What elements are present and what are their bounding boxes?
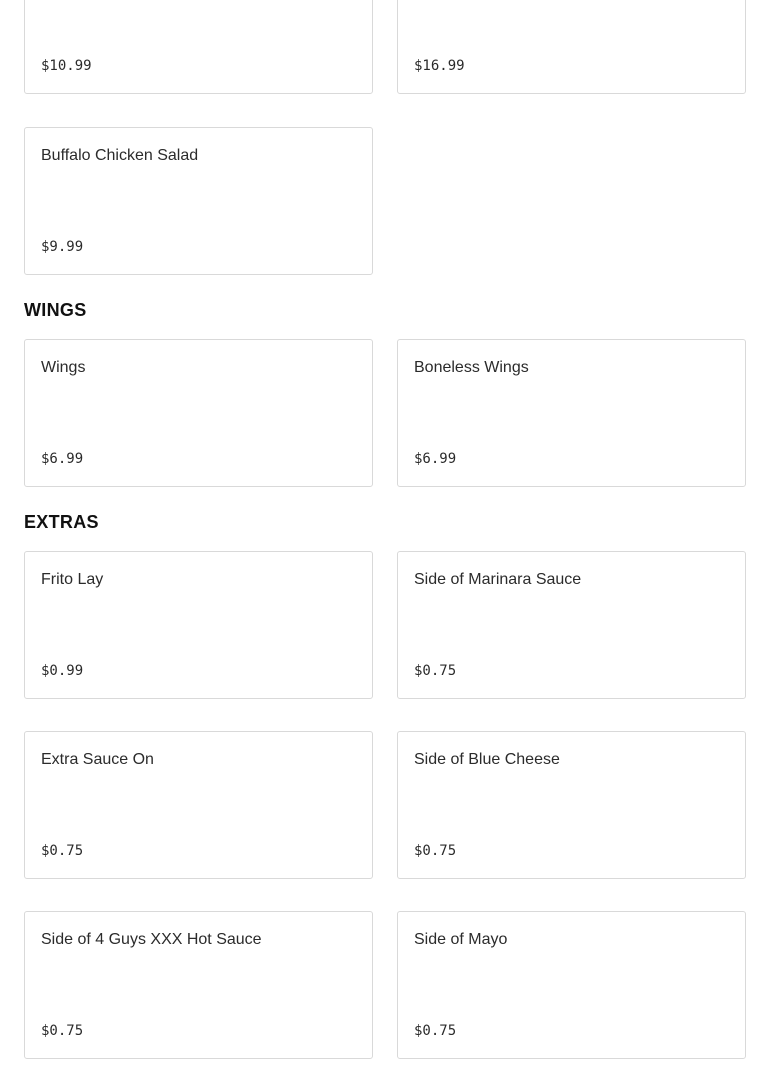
menu-item-card[interactable] <box>397 339 746 487</box>
item-price: $0.75 <box>414 843 457 859</box>
item-price: $6.99 <box>41 451 84 467</box>
item-price: $9.99 <box>41 239 84 255</box>
item-name: Extra Sauce On <box>41 751 154 768</box>
menu-item-card[interactable] <box>397 551 746 699</box>
item-price: $0.75 <box>41 843 84 859</box>
item-price: $0.75 <box>414 663 457 679</box>
item-name: Side of Marinara Sauce <box>414 571 582 588</box>
item-name: Side of 4 Guys XXX Hot Sauce <box>41 931 262 948</box>
menu-item-card[interactable] <box>397 0 746 94</box>
item-name: Side of Mayo <box>414 931 508 948</box>
item-price: $6.99 <box>414 451 457 467</box>
item-name: Boneless Wings <box>414 359 529 376</box>
item-price: $0.75 <box>414 1023 457 1039</box>
menu-item-card[interactable] <box>24 0 373 94</box>
item-name: Wings <box>41 359 86 376</box>
menu-item-card[interactable] <box>397 731 746 879</box>
item-name: Side of Blue Cheese <box>414 751 560 768</box>
section-heading-extras: EXTRAS <box>24 512 99 532</box>
menu-item-card[interactable] <box>397 911 746 1059</box>
menu-item-card[interactable] <box>24 339 373 487</box>
item-price: $0.75 <box>41 1023 84 1039</box>
menu-item-card[interactable] <box>24 911 373 1059</box>
item-price: $0.99 <box>41 663 84 679</box>
item-price: $16.99 <box>414 58 465 74</box>
menu-item-card[interactable] <box>24 551 373 699</box>
menu-item-card[interactable] <box>24 731 373 879</box>
item-price: $10.99 <box>41 58 92 74</box>
item-name: Frito Lay <box>41 571 104 588</box>
section-heading-wings: WINGS <box>24 300 87 320</box>
menu-item-card[interactable] <box>24 127 373 275</box>
item-name: Buffalo Chicken Salad <box>41 147 199 164</box>
